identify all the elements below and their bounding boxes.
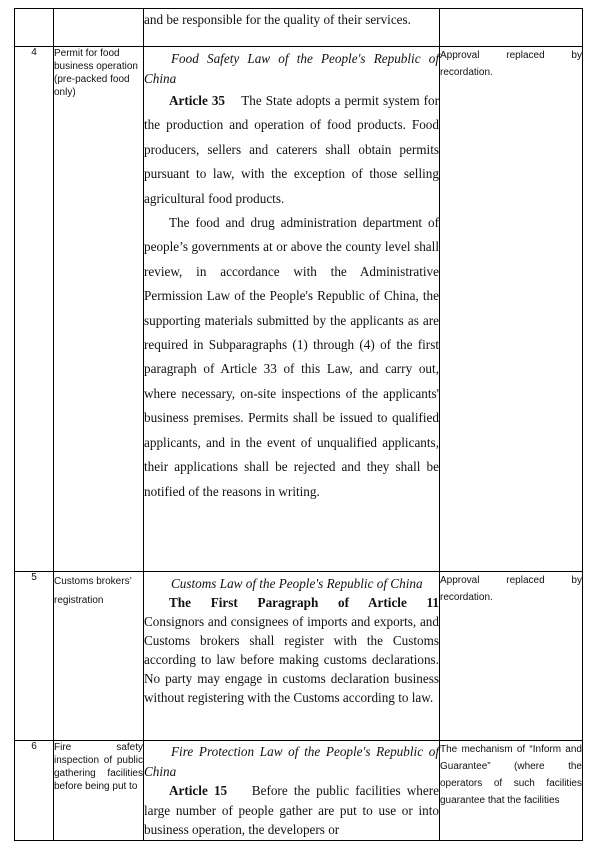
continued-text: and be responsible for the quality of their services. <box>144 12 411 27</box>
article-text: Consignors and consignees of imports and exports, and Customs brokers shall register with the Customs according to law before making customs declarations. No party may engage in customs declaration business without registering with the Customs according to law. <box>144 614 439 705</box>
legal-basis <box>144 572 440 741</box>
row-number <box>15 9 54 47</box>
row-number: 6 <box>15 741 54 841</box>
article-label: Article 15 <box>169 783 228 798</box>
article-label: The First Paragraph of Article 11 <box>169 595 439 610</box>
law-title: Food Safety Law of the People's Republic of China <box>144 51 439 86</box>
item-name <box>54 9 144 47</box>
item-name: Permit for food business operation (pre-packed food only) <box>54 47 144 572</box>
article-text: Before the public facilities where large number of people gather are put to use or into business operation, the developers or <box>144 783 439 837</box>
legal-basis <box>144 9 440 47</box>
change-description: Approval replaced by recordation. <box>440 47 583 572</box>
table-row <box>15 572 583 741</box>
article-label: Article 35 <box>169 93 226 108</box>
table-row <box>15 47 583 572</box>
article-paragraph: The food and drug administration department of people’s governments at or above the county level shall review, in accordance with the Administrative Permission Law of the People's Republic of China, the supporting materials submitted by the applicants as are required in Subparagraphs (1) through (4) of the first paragraph of Article 33 of this Law, and carry out, where necessary, on-site inspections of the applicants' business premises. Permits shall be issued to qualified applicants, and in the event of unqualified applicants, their applications shall be rejected and they shall be notified of the reasons in writing. <box>144 215 439 499</box>
change-description: Approval replaced by recordation. <box>440 572 583 741</box>
law-title: Fire Protection Law of the People's Republic of China <box>144 744 439 779</box>
article-paragraph <box>144 89 439 211</box>
item-name: Fire safety inspection of public gathering facilities before being put to <box>54 741 144 841</box>
legal-basis <box>144 47 440 572</box>
article-text: The State adopts a permit system for the production and operation of food products. Food producers, sellers and caterers shall obtain permits pursuant to law, with the exception of those selling agricultural food products. <box>144 93 439 206</box>
article-paragraph <box>144 593 439 707</box>
table-row <box>15 741 583 841</box>
legal-basis <box>144 741 440 841</box>
change-description: The mechanism of “Inform and Guarantee” (where the operators of such facilities guarantee that the facilities <box>440 741 583 841</box>
table-row <box>15 9 583 47</box>
row-number: 5 <box>15 572 54 741</box>
item-name: Customs brokers’ registration <box>54 572 144 741</box>
law-table <box>14 8 583 841</box>
article-paragraph <box>144 781 439 840</box>
row-number: 4 <box>15 47 54 572</box>
law-title: Customs Law of the People's Republic of China <box>171 576 423 591</box>
change-description <box>440 9 583 47</box>
